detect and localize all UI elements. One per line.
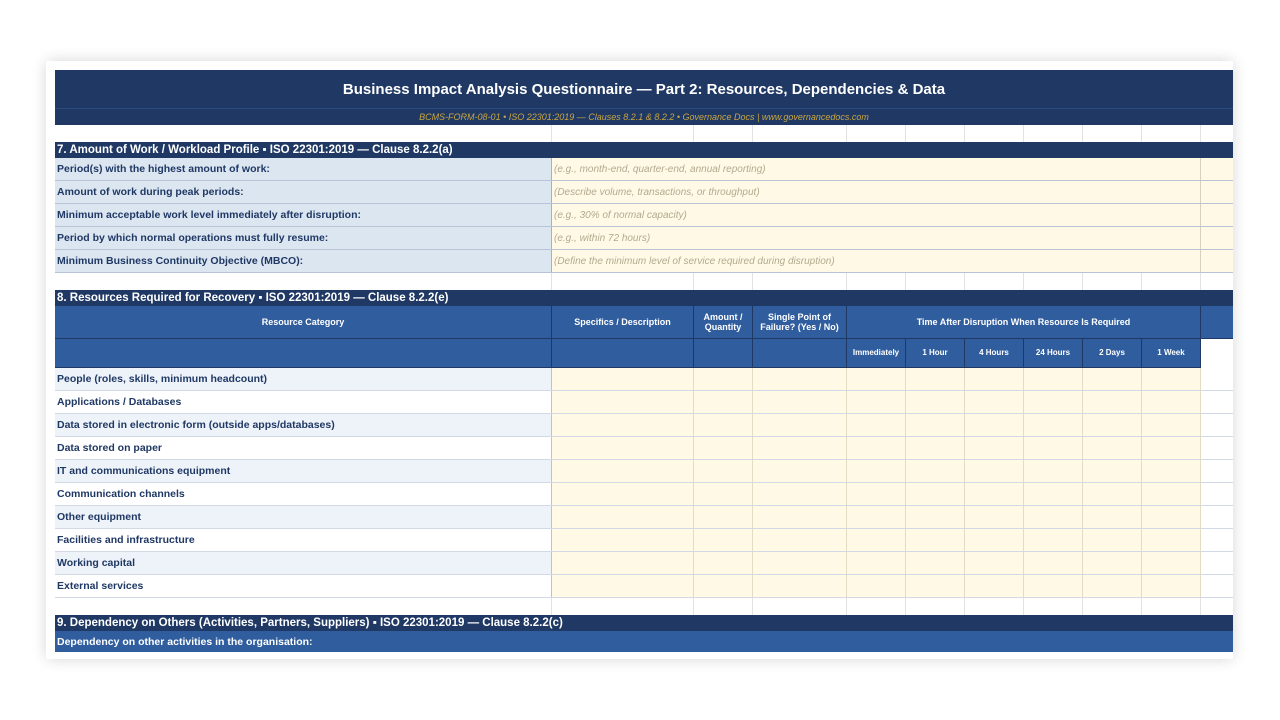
input-cell[interactable] xyxy=(1142,575,1201,597)
input-cell[interactable] xyxy=(965,414,1024,436)
workload-tail-cell xyxy=(1201,158,1233,180)
section-8-heading: 8. Resources Required for Recovery ▪ ISO 22301:2019 — Clause 8.2.2(e) xyxy=(55,290,1233,306)
workload-tail-cell xyxy=(1201,227,1233,249)
input-cell[interactable] xyxy=(1142,483,1201,505)
input-cell[interactable] xyxy=(1083,552,1142,574)
table-row xyxy=(55,483,1233,506)
input-cell[interactable] xyxy=(906,529,965,551)
table-row xyxy=(55,529,1233,552)
resource-category-label: Data stored in electronic form (outside apps/databases) xyxy=(55,414,552,436)
workload-input-cell[interactable]: (Describe volume, transactions, or throughput) xyxy=(552,181,1201,203)
resource-category-label: Communication channels xyxy=(55,483,552,505)
input-cell[interactable] xyxy=(552,460,694,482)
input-cell[interactable] xyxy=(906,437,965,459)
input-cell[interactable] xyxy=(1024,391,1083,413)
input-cell[interactable] xyxy=(753,483,847,505)
table-row xyxy=(55,506,1233,529)
input-cell[interactable] xyxy=(552,437,694,459)
subheader-blank xyxy=(552,339,694,368)
input-cell[interactable] xyxy=(694,368,753,390)
input-cell[interactable] xyxy=(847,506,906,528)
input-cell[interactable] xyxy=(1142,368,1201,390)
input-cell[interactable] xyxy=(906,506,965,528)
time-columns xyxy=(847,339,1201,368)
input-cell[interactable] xyxy=(847,483,906,505)
input-cell[interactable] xyxy=(847,437,906,459)
col-single-point-of-failure: Single Point of Failure? (Yes / No) xyxy=(753,306,847,339)
col-specifics: Specifics / Description xyxy=(552,306,694,339)
input-cell[interactable] xyxy=(847,414,906,436)
input-cell[interactable] xyxy=(1142,552,1201,574)
col-amount: Amount / Quantity xyxy=(694,306,753,339)
row-tail-cell xyxy=(1201,529,1233,551)
resource-category-label: Working capital xyxy=(55,552,552,574)
input-cell[interactable] xyxy=(1083,437,1142,459)
resource-category-label: People (roles, skills, minimum headcount) xyxy=(55,368,552,390)
resource-category-label: Facilities and infrastructure xyxy=(55,529,552,551)
resource-rows xyxy=(55,368,1233,598)
col-time: 1 Week xyxy=(1142,339,1201,368)
resources-header-row xyxy=(55,306,1233,339)
workload-rows xyxy=(55,158,1233,273)
input-cell[interactable] xyxy=(1024,552,1083,574)
input-cell[interactable] xyxy=(552,529,694,551)
resources-subheader-row xyxy=(55,339,1233,368)
input-cell[interactable] xyxy=(1024,414,1083,436)
table-row xyxy=(55,552,1233,575)
col-time: 24 Hours xyxy=(1024,339,1083,368)
input-cell[interactable] xyxy=(1024,460,1083,482)
input-cell[interactable] xyxy=(847,460,906,482)
input-cell[interactable] xyxy=(753,437,847,459)
resource-category-label: External services xyxy=(55,575,552,597)
subheader-blank xyxy=(753,339,847,368)
input-cell[interactable] xyxy=(965,483,1024,505)
dependency-other-activities-label: Dependency on other activities in the organisation: xyxy=(55,631,1233,652)
input-cell[interactable] xyxy=(753,460,847,482)
workload-row xyxy=(55,227,1233,250)
resource-category-label: Applications / Databases xyxy=(55,391,552,413)
input-cell[interactable] xyxy=(552,368,694,390)
workload-tail-cell xyxy=(1201,181,1233,203)
input-cell[interactable] xyxy=(965,391,1024,413)
input-cell[interactable] xyxy=(906,552,965,574)
input-cell[interactable] xyxy=(1024,483,1083,505)
table-row xyxy=(55,437,1233,460)
workload-row xyxy=(55,250,1233,273)
table-row xyxy=(55,414,1233,437)
spreadsheet-sheet xyxy=(46,61,1233,659)
col-time: 2 Days xyxy=(1083,339,1142,368)
input-cell[interactable] xyxy=(1024,575,1083,597)
workload-row xyxy=(55,158,1233,181)
workload-input-cell[interactable]: (e.g., 30% of normal capacity) xyxy=(552,204,1201,226)
row-tail-cell xyxy=(1201,483,1233,505)
input-cell[interactable] xyxy=(847,368,906,390)
input-cell[interactable] xyxy=(1142,529,1201,551)
row-tail-cell xyxy=(1201,437,1233,459)
input-cell[interactable] xyxy=(965,460,1024,482)
input-cell[interactable] xyxy=(1083,529,1142,551)
input-cell[interactable] xyxy=(965,529,1024,551)
input-cell[interactable] xyxy=(847,575,906,597)
input-cell[interactable] xyxy=(1083,368,1142,390)
row-tail-cell xyxy=(1201,368,1233,390)
input-cell[interactable] xyxy=(847,391,906,413)
input-cell[interactable] xyxy=(906,368,965,390)
row-tail-cell xyxy=(1201,391,1233,413)
input-cell[interactable] xyxy=(694,575,753,597)
workload-input-cell[interactable]: (e.g., within 72 hours) xyxy=(552,227,1201,249)
input-cell[interactable] xyxy=(694,552,753,574)
workload-row xyxy=(55,181,1233,204)
input-cell[interactable] xyxy=(1083,460,1142,482)
input-cell[interactable] xyxy=(1142,460,1201,482)
input-cell[interactable] xyxy=(1142,414,1201,436)
input-cell[interactable] xyxy=(552,483,694,505)
input-cell[interactable] xyxy=(1083,575,1142,597)
spacer-row xyxy=(55,125,1233,142)
table-row xyxy=(55,575,1233,598)
input-cell[interactable] xyxy=(694,391,753,413)
table-row xyxy=(55,368,1233,391)
workload-label: Period(s) with the highest amount of work: xyxy=(55,158,552,180)
subheader-tail xyxy=(1201,339,1233,368)
input-cell[interactable] xyxy=(965,552,1024,574)
input-cell[interactable] xyxy=(753,529,847,551)
workload-label: Minimum acceptable work level immediately after disruption: xyxy=(55,204,552,226)
workload-label: Period by which normal operations must fully resume: xyxy=(55,227,552,249)
workload-label: Minimum Business Continuity Objective (MBCO): xyxy=(55,250,552,272)
input-cell[interactable] xyxy=(906,483,965,505)
workload-row xyxy=(55,204,1233,227)
input-cell[interactable] xyxy=(1142,391,1201,413)
row-tail-cell xyxy=(1201,506,1233,528)
input-cell[interactable] xyxy=(694,506,753,528)
table-row xyxy=(55,391,1233,414)
col-time: 4 Hours xyxy=(965,339,1024,368)
header-tail-cell xyxy=(1201,306,1233,339)
workload-input-cell[interactable]: (Define the minimum level of service required during disruption) xyxy=(552,250,1201,272)
input-cell[interactable] xyxy=(753,391,847,413)
workload-tail-cell xyxy=(1201,250,1233,272)
input-cell[interactable] xyxy=(552,414,694,436)
resource-category-label: Data stored on paper xyxy=(55,437,552,459)
col-time: 1 Hour xyxy=(906,339,965,368)
input-cell[interactable] xyxy=(965,575,1024,597)
input-cell[interactable] xyxy=(1083,414,1142,436)
input-cell[interactable] xyxy=(1083,506,1142,528)
resource-category-label: IT and communications equipment xyxy=(55,460,552,482)
input-cell[interactable] xyxy=(1024,529,1083,551)
input-cell[interactable] xyxy=(753,506,847,528)
input-cell[interactable] xyxy=(552,391,694,413)
input-cell[interactable] xyxy=(965,368,1024,390)
form-grid xyxy=(55,70,1233,652)
input-cell[interactable] xyxy=(753,552,847,574)
workload-label: Amount of work during peak periods: xyxy=(55,181,552,203)
col-time-after-disruption: Time After Disruption When Resource Is Required xyxy=(847,306,1201,339)
input-cell[interactable] xyxy=(906,460,965,482)
input-cell[interactable] xyxy=(552,575,694,597)
input-cell[interactable] xyxy=(1024,437,1083,459)
row-tail-cell xyxy=(1201,460,1233,482)
input-cell[interactable] xyxy=(906,575,965,597)
input-cell[interactable] xyxy=(753,414,847,436)
spacer-row xyxy=(55,273,1233,290)
section-9-heading: 9. Dependency on Others (Activities, Partners, Suppliers) ▪ ISO 22301:2019 — Clause 8.2.2(c) xyxy=(55,615,1233,631)
col-resource-category: Resource Category xyxy=(55,306,552,339)
input-cell[interactable] xyxy=(694,414,753,436)
input-cell[interactable] xyxy=(694,460,753,482)
input-cell[interactable] xyxy=(1142,506,1201,528)
input-cell[interactable] xyxy=(753,575,847,597)
input-cell[interactable] xyxy=(847,552,906,574)
resource-category-label: Other equipment xyxy=(55,506,552,528)
input-cell[interactable] xyxy=(1083,391,1142,413)
section-7-heading: 7. Amount of Work / Workload Profile ▪ ISO 22301:2019 — Clause 8.2.2(a) xyxy=(55,142,1233,158)
input-cell[interactable] xyxy=(694,483,753,505)
form-title: Business Impact Analysis Questionnaire — Part 2: Resources, Dependencies & Data xyxy=(55,70,1233,108)
table-row xyxy=(55,460,1233,483)
input-cell[interactable] xyxy=(1083,483,1142,505)
form-subtitle: BCMS-FORM-08-01 • ISO 22301:2019 — Clauses 8.2.1 & 8.2.2 • Governance Docs | www.governancedocs.com xyxy=(55,108,1233,125)
input-cell[interactable] xyxy=(552,552,694,574)
input-cell[interactable] xyxy=(694,529,753,551)
subheader-blank xyxy=(694,339,753,368)
row-tail-cell xyxy=(1201,552,1233,574)
input-cell[interactable] xyxy=(1142,437,1201,459)
spacer-row xyxy=(55,598,1233,615)
workload-input-cell[interactable]: (e.g., month-end, quarter-end, annual reporting) xyxy=(552,158,1201,180)
input-cell[interactable] xyxy=(906,391,965,413)
input-cell[interactable] xyxy=(847,529,906,551)
input-cell[interactable] xyxy=(965,437,1024,459)
input-cell[interactable] xyxy=(1024,368,1083,390)
input-cell[interactable] xyxy=(552,506,694,528)
input-cell[interactable] xyxy=(965,506,1024,528)
input-cell[interactable] xyxy=(753,368,847,390)
row-tail-cell xyxy=(1201,575,1233,597)
row-tail-cell xyxy=(1201,414,1233,436)
workload-tail-cell xyxy=(1201,204,1233,226)
input-cell[interactable] xyxy=(694,437,753,459)
input-cell[interactable] xyxy=(1024,506,1083,528)
col-time: Immediately xyxy=(847,339,906,368)
input-cell[interactable] xyxy=(906,414,965,436)
subheader-blank xyxy=(55,339,552,368)
